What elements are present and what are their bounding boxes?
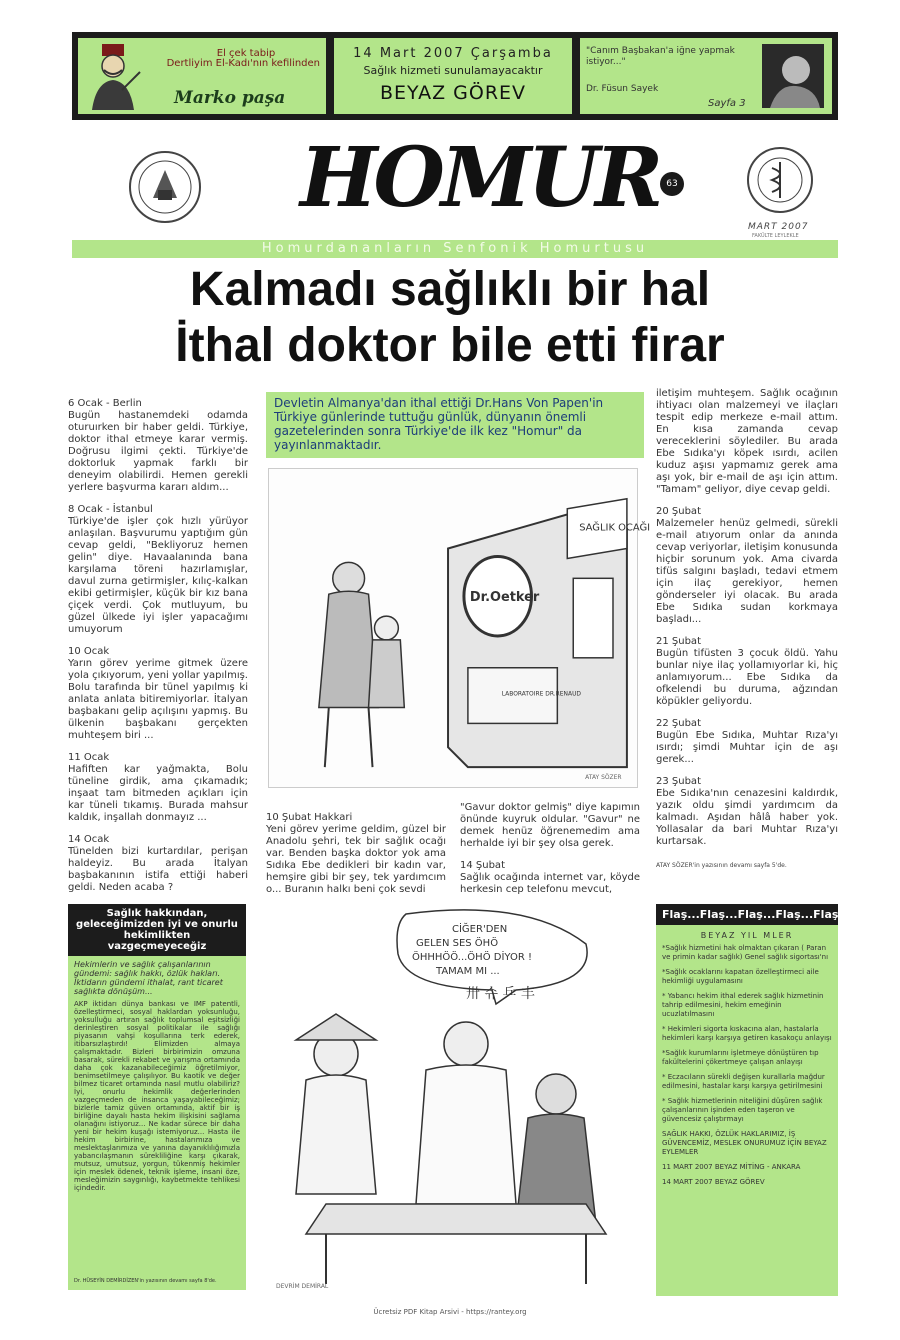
issue-title: BEYAZ GÖREV [379,82,527,104]
entry-date: 11 Ocak [68,752,110,763]
middle-text-col1 [266,812,446,896]
brand-logo: HOMUR [300,130,660,226]
cartoon-health-center [268,468,651,788]
diary-entry [656,388,838,496]
flash-item: *Sağlık hizmetini hak olmaktan çıkaran ( Paran ve primin kadar sağlık) Genel sağlık sigortası'nı [662,944,829,961]
statement-title: Sağlık hakkından, geleceğimizden iyi ve onurlu hekimlikten vazgeçmeyeceğiz [68,904,246,956]
slogan-bar [72,240,838,258]
cartoon-doctor-exam [266,904,638,1296]
entry-text: Ebe Sıdıka'nın cenazesini kaldırdık, yazık oldu şimdi yardımcım da kalmadı. Aşıdan hâlâ haber yok. Yollasalar da bari Muhtar Rıza'yı kurtarsak. [656,788,838,847]
issue-number-badge: 63 [660,172,684,196]
top-left-signature: Marko paşa [174,88,286,108]
flash-item: 14 MART 2007 BEYAZ GÖREV [662,1178,765,1186]
entry-date: 6 Ocak - Berlin [68,398,142,409]
cartoon1-caption: ATAY SÖZER [585,774,622,782]
masthead-date: MART 2007 [748,222,809,232]
entry-text: Tünelden bizi kurtardılar, perişan haldeyiz. Bu arada İtalyan başbakanının istifa ettiği haberi geldi. Neden acaba ? [68,846,248,893]
entry-text: Bugün hastanemdeki odamda oturuırken bir haber geldi. Türkiye, doktor ithal etmeye karar vermiş. Doğrusu ilgimi çekti. Türkiye'de doktorluk yapmak farklı bir deneyim olabilirdi. Hemen gerekli yerlere başvurma kararı aldım... [68,410,248,493]
entry-text: Bugün Ebe Sıdıka, Muhtar Rıza'yı ısırdı; şimdi Muhtar için de aşı gerek... [656,730,838,765]
flash-item: * Yabancı hekim ithal ederek sağlık hizmetinin tahrip edilmesini, hekim emeğinin ucuzlatılmasını [662,992,824,1018]
top-left-box [78,38,326,114]
flash-title: BEYAZ YIL MLER [700,931,794,940]
cartoon2-caption: DEVRİM DEMİRAL [276,1283,329,1290]
intro-box [266,392,644,458]
top-middle-box [334,38,572,114]
entry-text: "Gavur doktor gelmiş" diye kapımın önünde kuyruk oldular. "Gavur" ne demek henüz öğrenemedim ama herhalde iyi bir şey olsa gerek. [460,802,640,849]
entry-date: 10 Ocak [68,646,110,657]
entry-text: iletişim muhteşem. Sağlık ocağının ihtiyacı olan malzemeyi ve ilaçları tespit edip merkeze e-mail attım. En kısa zamanda cevap vereceklerini söylediler. Bu arada Ebe Sıdıka'yı köpek ısırdı, acilen kuduz aşısı yapmamız gerek ama aşı yok, bir e-mail de aşı için attım. "Tamam" geliyor, diye cevap geldi. [656,388,838,495]
entry-text: Malzemeler henüz gelmedi, sürekli e-mail atıyorum onlar da anında cevap veriyorlar, iletişim konusunda hiçbir sorunum yok. Ama civarda tifüs salgını başladı, tedavi etmem için ilaç gerekiyor, hemen gönderseler iyi olacak. Bu arada Ebe Sıdıka sudan korkmaya başladı... [656,518,838,625]
flash-item: * Sağlık hizmetlerinin niteliğini düşüren sağlık çalışanlarının işinden eden taşeron ve güvencesiz çalıştırmayı [662,1097,823,1123]
bubble-line5: 卅 슈 乒 丰 [466,986,535,1002]
diary-entry [68,834,248,894]
entry-date: 10 Şubat Hakkari [266,812,353,823]
diary-entry [656,636,838,708]
flash-item: *Sağlık kurumlarını işletmeye dönüştüren tıp fakültelerini çökertmeye çalışan anlayışı [662,1049,819,1066]
continue-note: ATAY SÖZER'in yazısının devamı sayfa 5'de. [656,862,787,869]
top-left-line2: Dertliyim El-Kadı'nın kefilinden [166,58,320,69]
bubble-line2: GELEN SES ÖHÖ [416,938,499,949]
author-photo [762,44,824,108]
entry-date: 20 Şubat [656,506,701,517]
footer-url: Ücretsiz PDF Kitap Arsivi - https://rantey.org [373,1308,527,1316]
slogan-text: Homurdananların Senfonik Homurtusu [261,241,649,256]
bubble-line4: TAMAM MI ... [436,966,500,977]
istanbul-tabip-odasi-logo [128,150,202,224]
flash-item: * Hekimleri sigorta kıskacına alan, hastalarla hekimleri karşı karşıya getiren kasakoçu anlayışı [662,1025,832,1042]
flash-item: *Sağlık ocaklarını kapatan özelleştirmeci aile hekimliği uygulamasını [662,968,819,985]
intro-text: Devletin Almanya'dan ithal ettiği Dr.Hans Von Papen'in Türkiye günlerinde tuttuğu günlük, dünyanın önemli gazetelerinden sonra Türkiye'de ilk kez "Homur" da yayınlanmaktadır. [274,396,604,452]
diary-entry [656,506,838,626]
entry-date: 21 Şubat [656,636,701,647]
caricature-icon [82,42,144,110]
cartoon-lab-label: LABORATOIRE DR.RENAUD [501,690,582,698]
headline-line1: Kalmadı sağlıklı bir hal [189,263,711,316]
medical-caduceus-logo [746,146,814,214]
diary-entry [68,504,248,636]
page-reference: Sayfa 3 [708,98,746,109]
entry-date: 8 Ocak - İstanbul [68,504,153,515]
flash-item: 11 MART 2007 BEYAZ MİTİNG - ANKARA [662,1163,801,1171]
entry-date: 22 Şubat [656,718,701,729]
entry-text: Sağlık ocağında internet var, köyde herkesin cep telefonu mevcut, [460,872,640,895]
flash-item: SAĞLIK HAKKI, ÖZLÜK HAKLARIMIZ, İŞ GÜVENCEMİZ, MESLEK ONURUMUZ İÇİN BEYAZ EYLEMLER [662,1130,827,1156]
cartoon-brand: Dr.Oetker [469,590,540,606]
diary-entry [68,398,248,494]
issue-subtitle: Sağlık hizmeti sunulamayacaktır [363,64,543,77]
masthead-date-sub: FAKÜLTE LEYLEKLE [752,233,799,239]
cartoon-sign-label: SAĞLIK OCAĞI [579,522,651,534]
entry-text: Hafiften kar yağmakta, Bolu tüneline girdik, ama çıkamadık; inşaat tam bitmeden açıkları için kar tüneli tıkamış. Burada mahsur kaldık, inşallah donmayız ... [68,764,248,823]
headline-line2: İthal doktor bile etti firar [175,319,725,372]
quote-author: Dr. Füsun Sayek [586,84,659,94]
main-headline [40,262,860,374]
entry-date: 14 Şubat [460,860,505,871]
top-right-box [580,38,832,114]
top-band [72,32,838,120]
left-diary-column [68,398,248,904]
entry-date: 14 Ocak [68,834,110,845]
diary-entry [656,718,838,766]
statement-box [68,904,246,1290]
entry-date: 23 Şubat [656,776,701,787]
entry-text: Yeni görev yerime geldim, güzel bir Anadolu şehri, tek bir sağlık ocağı var. Benden başka doktor yok ama Sıdıka Ebe dedikleri bir kadın var, hemşire gibi bir şey, tek yardımcım o... Buranın halkı beni çok sevdi [266,824,446,895]
entry-text: Bugün tifüsten 3 çocuk öldü. Yahu bunlar niye ilaç yollamıyorlar ki, hiç anlamıyorum... Ebe Sıdıka da ofkelendi bu duruma, ağzından köpükler geliyordu. [656,648,838,707]
flash-item: * Eczacıların sürekli değişen kurallarla mağdur edilmesini, hastalar karşı karşıya getirilmesini [662,1073,825,1090]
bubble-line3: ÖHHHÖÖ...ÖHÖ DİYOR ! [412,952,532,963]
middle-text-col2 [460,802,640,896]
top-left-line1: El çek tabip [216,48,276,59]
right-diary-column [656,388,838,858]
issue-date: 14 Mart 2007 Çarşamba [353,46,553,61]
flash-header: Flaş...Flaş...Flaş...Flaş...Flaş...Fla [656,904,838,925]
diary-entry [68,646,248,742]
bubble-line1: CİĞER'DEN [452,924,508,935]
statement-body: AKP iktidarı dünya bankası ve IMF patentli, özelleştirmeci, sosyal haklardan yoksunluğu, yoksulluğu artıran sağlık toplumsal eşitsizliği derinleştiren sosyal politikalar ile sağlığı piyasanın vahşi koşullarına terk ederek, itibarsızlaştırdı! Elimizden almaya çalışmaktadır. Bizleri birbirimizin omzuna basarak, sürekli rekabet ve yarışma ortamında daha çok kazanabileceğimiz öğretilmiyor, benimsetilmeye çalışılıyor. Bu kaotik ve değer bilmez ticaret ortamında nasıl mutlu olabiliriz? İyi, onurlu hekimlik değerlerinden vazgeçmeden de insanca yaşayabileceğimiz; bizlerle tamiz güven ortamında, aktif bir iş birliğine dayalı hasta hekim ilişkisini sağlama olanağını istiyoruz... Ne kadar sürece bir daha yeni bir hekim kuşağı istemiyoruz... Hasta ile hekim birbirine, hastalarımıza ve meslektaşlarımıza ve yanına dayanıklılığımızla yabancılaşmanın sürekliliğine karşı çıkarak, mutsuz, umutsuz, yorgun, tükenmiş hekimler için meslek ödenek, teknik işleme, insani öze, mesleğimizin saygınlığı, kaybetmekte tehlikesi içindedir. [74,1000,240,1192]
diary-entry [656,776,838,848]
entry-text: Türkiye'de işler çok hızlı yürüyor anlaşılan. Başvurumu yaptığım gün cevap geldi, "Bekliyoruz hemen gelin" diye. Havaalanında bana karşılama töreni hazırlamışlar, davul zurna getirmişler, kılıç-kalkan ekibi getirmişler, küçük bir kız bana çiçek verdi. Çok mutluyum, bu güzel ülkede iyi işler yapacağımı umuyorum [68,516,248,635]
statement-lead: Hekimlerin ve sağlık çalışanlarının gündemi: sağlık hakkı, özlük hakları. İktidarın gündemi ithalat, rant ticaret sağlıkta dönüşüm... [74,960,223,996]
flash-box [656,904,870,1296]
statement-footer: Dr. HÜSEYİN DEMİRDİZEN'in yazısının devamı sayfa 8'de. [74,1278,217,1284]
diary-entry [68,752,248,824]
entry-text: Yarın görev yerime gitmek üzere yola çıkıyorum, yeni yollar yapılmış. Bolu tarafında bir tünel yapılmış ki anlata anlata bitiremiyorlar. İtalyan başbakanı gelip açılışını yapmış. Bu ülkenin başbakanı gerçekten muhteşem biri ... [68,658,248,741]
quote-text: "Canım Başbakan'a iğne yapmak istiyor..." [586,46,735,67]
